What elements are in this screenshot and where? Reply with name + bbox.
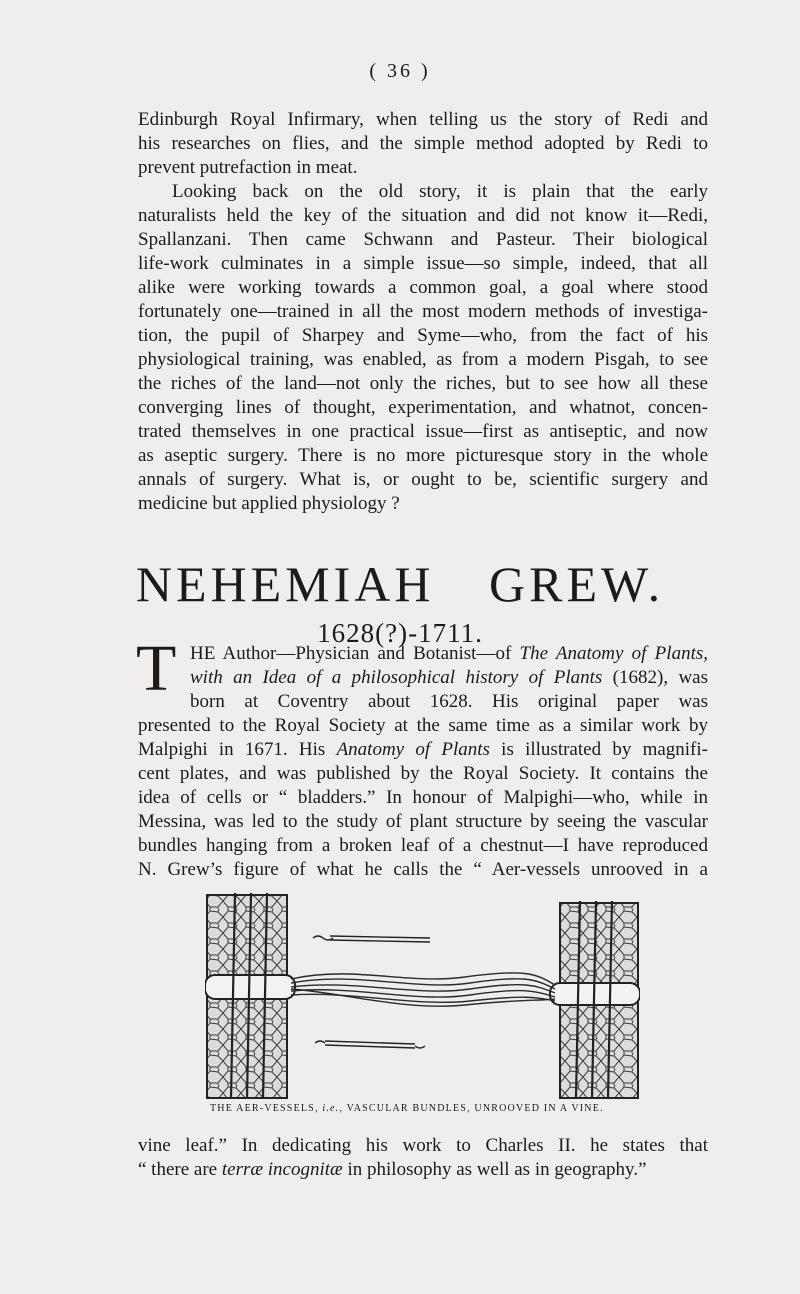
vessel-strands [291, 973, 555, 1006]
closing-paragraph [138, 1134, 708, 1182]
text-line: tion, the pupil of Sharpey and Syme—who, from the fact of his [138, 325, 708, 346]
text-line: the riches of the land—not only the riches, but to see how all these [138, 373, 708, 394]
text-line: Spallanzani. Then came Schwann and Pasteur. Their biological [138, 229, 708, 250]
text-line: presented to the Royal Society at the same time as a similar work by [138, 715, 708, 736]
text-line: prevent putrefaction in meat. [138, 157, 358, 178]
text-line: Looking back on the old story, it is plain that the early [172, 181, 708, 202]
text-line: cent plates, and was published by the Royal Society. It contains the [138, 763, 708, 784]
text-line: HE Author—Physician and Botanist—of The Anatomy of Plants, [190, 643, 708, 664]
text-line: Edinburgh Royal Infirmary, when telling us the story of Redi and [138, 109, 708, 130]
text-line: annals of surgery. What is, or ought to be, scientific surgery and [138, 469, 708, 490]
text-line: life-work culminates in a simple issue—so simple, indeed, that all [138, 253, 708, 274]
vascular-bundles-illustration [205, 893, 640, 1100]
text-line: with an Idea of a philosophical history of Plants (1682), was [190, 667, 709, 688]
text-line: Malpighi in 1671. His Anatomy of Plants is illustrated by magnifi- [138, 739, 708, 760]
text-line: alike were working towards a common goal, a goal where stood [138, 277, 708, 298]
text-line: medicine but applied physiology ? [138, 493, 400, 514]
page-number: ( 36 ) [369, 60, 431, 82]
text-line: as aseptic surgery. There is no more picturesque story in the whole [138, 445, 708, 466]
text-line: his researches on flies, and the simple method adopted by Redi to [138, 133, 708, 154]
text-line: bundles hanging from a broken leaf of a chestnut—I have reproduced [138, 835, 708, 856]
text-line: naturalists held the key of the situation and did not know it—Redi, [138, 205, 708, 226]
text-line: born at Coventry about 1628. His original paper was [190, 691, 708, 712]
text-line: N. Grew’s figure of what he calls the “ Aer-vessels unrooved in a [138, 859, 708, 880]
text-line: idea of cells or “ bladders.” In honour of Malpighi—who, while in [138, 787, 708, 808]
chapter-heading: NEHEMIAH GREW. [135, 556, 665, 612]
life-dates: 1628(?)-1711. [317, 618, 483, 648]
figure-caption: THE AER-VESSELS, i.e., VASCULAR BUNDLES, UNROOVED IN A VINE. [210, 1103, 604, 1114]
text-line: trated themselves in one practical issue—first as antiseptic, and now [138, 421, 708, 442]
opening-paragraphs [138, 108, 708, 516]
text-line: Messina, was led to the study of plant structure by seeing the vascular [138, 811, 708, 832]
drop-cap: T [136, 632, 177, 705]
text-line: “ there are terræ incognitæ in philosophy as well as in geography.” [138, 1159, 647, 1180]
text-line: physiological training, was enabled, as from a modern Pisgah, to see [138, 349, 708, 370]
text-line: converging lines of thought, experimentation, and whatnot, concen- [138, 397, 708, 418]
biography-paragraph [138, 642, 708, 882]
text-line: fortunately one—trained in all the most modern methods of investiga- [138, 301, 708, 322]
text-line: vine leaf.” In dedicating his work to Charles II. he states that [138, 1135, 708, 1156]
